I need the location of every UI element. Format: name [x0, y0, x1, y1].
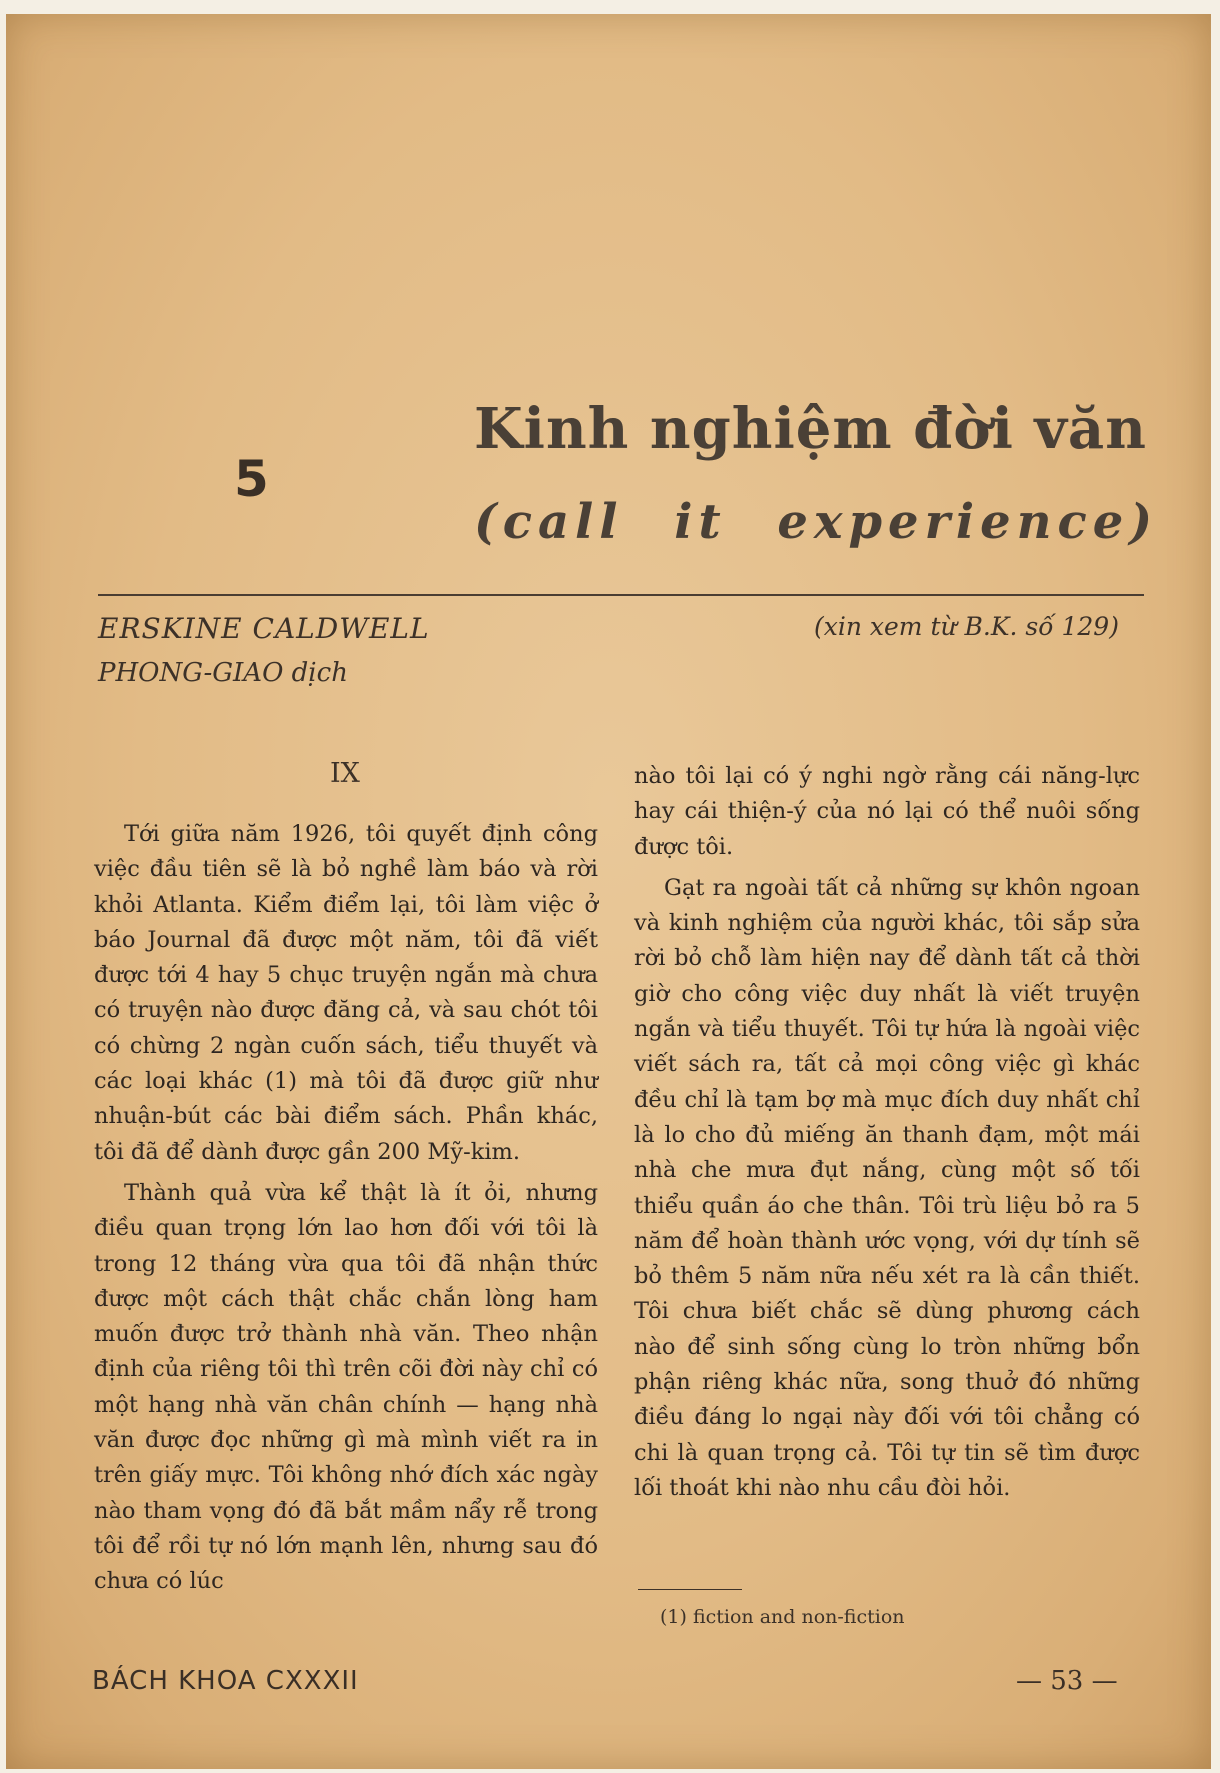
continued-from-note: (xin xem từ B.K. số 129)	[814, 612, 1119, 641]
title-divider	[98, 594, 1144, 596]
left-column	[94, 817, 598, 1600]
paragraph: Tới giữa năm 1926, tôi quyết định công việc đầu tiên sẽ là bỏ nghề làm báo và rời khỏi Atlanta. Kiểm điểm lại, tôi làm việc ở báo Journal đã được một năm, tôi đã viết được tới 4 hay 5 chục truyện ngắn mà chưa có truyện nào được đăng cả, và sau chót tôi có chừng 2 ngàn cuốn sách, tiểu thuyết và các loại khác (1) mà tôi đã được giữ như nhuận-bút các bài điểm sách. Phần khác, tôi đã để dành được gần 200 Mỹ-kim.	[94, 821, 598, 1165]
translator-credit: PHONG-GIAO dịch	[98, 658, 348, 688]
paragraph: Thành quả vừa kể thật là ít ỏi, nhưng điều quan trọng lớn lao hơn đối với tôi là trong 12 tháng vừa qua tôi đã nhận thức được một cách thật chắc chắn lòng ham muốn được trở thành nhà văn. Theo nhận định của riêng tôi thì trên cõi đời này chỉ có một hạng nhà văn chân chính — hạng nhà văn được đọc những gì mà mình viết ra in trên giấy mực. Tôi không nhớ đích xác ngày nào tham vọng đó đã bắt mầm nẩy rễ trong tôi để rồi tự nó lớn mạnh lên, nhưng sau đó chưa có lúc	[94, 1179, 598, 1595]
author-name: ERSKINE CALDWELL	[98, 612, 430, 645]
footnote: (1) fiction and non-fiction	[660, 1606, 905, 1628]
section-number: IX	[330, 758, 360, 789]
footnote-divider	[638, 1589, 742, 1590]
chapter-subtitle: (call it experience)	[474, 494, 1159, 550]
scanned-page	[6, 14, 1211, 1769]
paragraph: nào tôi lại có ý nghi ngờ rằng cái năng-lực hay cái thiện-ý của nó lại có thể nuôi sống được tôi.	[634, 763, 1140, 860]
chapter-number: 5	[234, 450, 269, 508]
page-number: — 53 —	[1016, 1666, 1118, 1696]
right-column	[634, 759, 1140, 1506]
magazine-footer: BÁCH KHOA CXXXII	[92, 1666, 359, 1696]
chapter-title: Kinh nghiệm đời văn	[474, 396, 1147, 462]
paragraph: Gạt ra ngoài tất cả những sự khôn ngoan và kinh nghiệm của người khác, tôi sắp sửa rời bỏ chỗ làm hiện nay để dành tất cả thời giờ cho công việc duy nhất là viết truyện ngắn và tiểu thuyết. Tôi tự hứa là ngoài việc viết sách ra, tất cả mọi công việc gì khác đều chỉ là tạm bợ mà mục đích duy nhất chỉ là lo cho đủ miếng ăn thanh đạm, một mái nhà che mưa đụt nắng, cùng một số tối thiểu quần áo che thân. Tôi trù liệu bỏ ra 5 năm để hoàn thành ước vọng, với dự tính sẽ bỏ thêm 5 năm nữa nếu xét ra là cần thiết. Tôi chưa biết chắc sẽ dùng phương cách nào để sinh sống cùng lo tròn những bổn phận riêng khác nữa, song thuở đó những điều đáng lo ngại này đối với tôi chẳng có chi là quan trọng cả. Tôi tự tin sẽ tìm được lối thoát khi nào nhu cầu đòi hỏi.	[634, 874, 1140, 1501]
